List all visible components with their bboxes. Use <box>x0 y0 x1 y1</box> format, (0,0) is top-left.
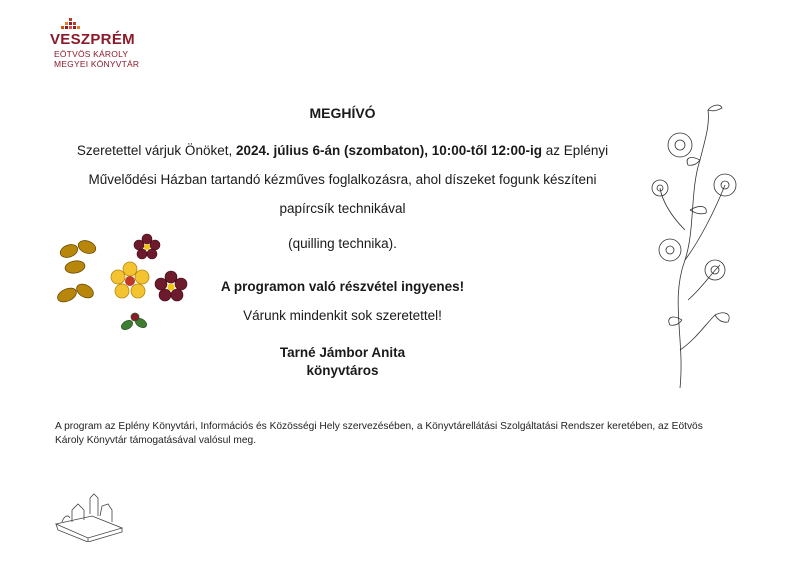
invitation-line-3: papírcsík technikával <box>279 201 406 216</box>
free-entry-note: A programon való részvétel ingyenes! <box>220 279 465 294</box>
quilled-paper-flowers-image <box>55 233 195 338</box>
signer-name: Tarné Jámbor Anita <box>279 345 406 360</box>
library-logo-icon <box>60 18 84 32</box>
library-logo <box>50 18 160 70</box>
invitation-line-4: (quilling technika). <box>288 236 397 251</box>
invitation-line-1-pre: Szeretettel várjuk Önöket, <box>76 143 236 158</box>
invitation-line-2: Művelődési Házban tartandó kézműves foglalkozásra, ahol díszeket fogunk készíteni <box>88 172 597 187</box>
signer-role: könyvtáros <box>306 363 379 378</box>
invitation-line-1 <box>0 143 685 158</box>
invitation-title: MEGHÍVÓ <box>309 105 376 121</box>
floral-line-drawing <box>640 100 750 390</box>
invitation-date: 2024. július 6-án (szombaton), 10:00-től 12:00-ig <box>235 143 543 158</box>
welcome-note: Várunk mindenkit sok szeretettel! <box>243 308 442 323</box>
logo-subtitle-1: EÖTVÖS KÁROLY <box>54 49 129 59</box>
invitation-line-1-post: az Eplényi <box>542 143 609 158</box>
footnote-text: A program az Eplény Könyvtári, Információs és Közösségi Hely szervezésében, a Könyvtárellátási Szolgáltatási Rendszer keretében, az Eötvös Károly Könyvtár támogatásával valósul meg. <box>55 421 703 446</box>
logo-subtitle-2: MEGYEI KÖNYVTÁR <box>54 59 140 69</box>
logo-title: VESZPRÉM <box>50 31 135 48</box>
town-and-book-sketch <box>52 492 127 542</box>
